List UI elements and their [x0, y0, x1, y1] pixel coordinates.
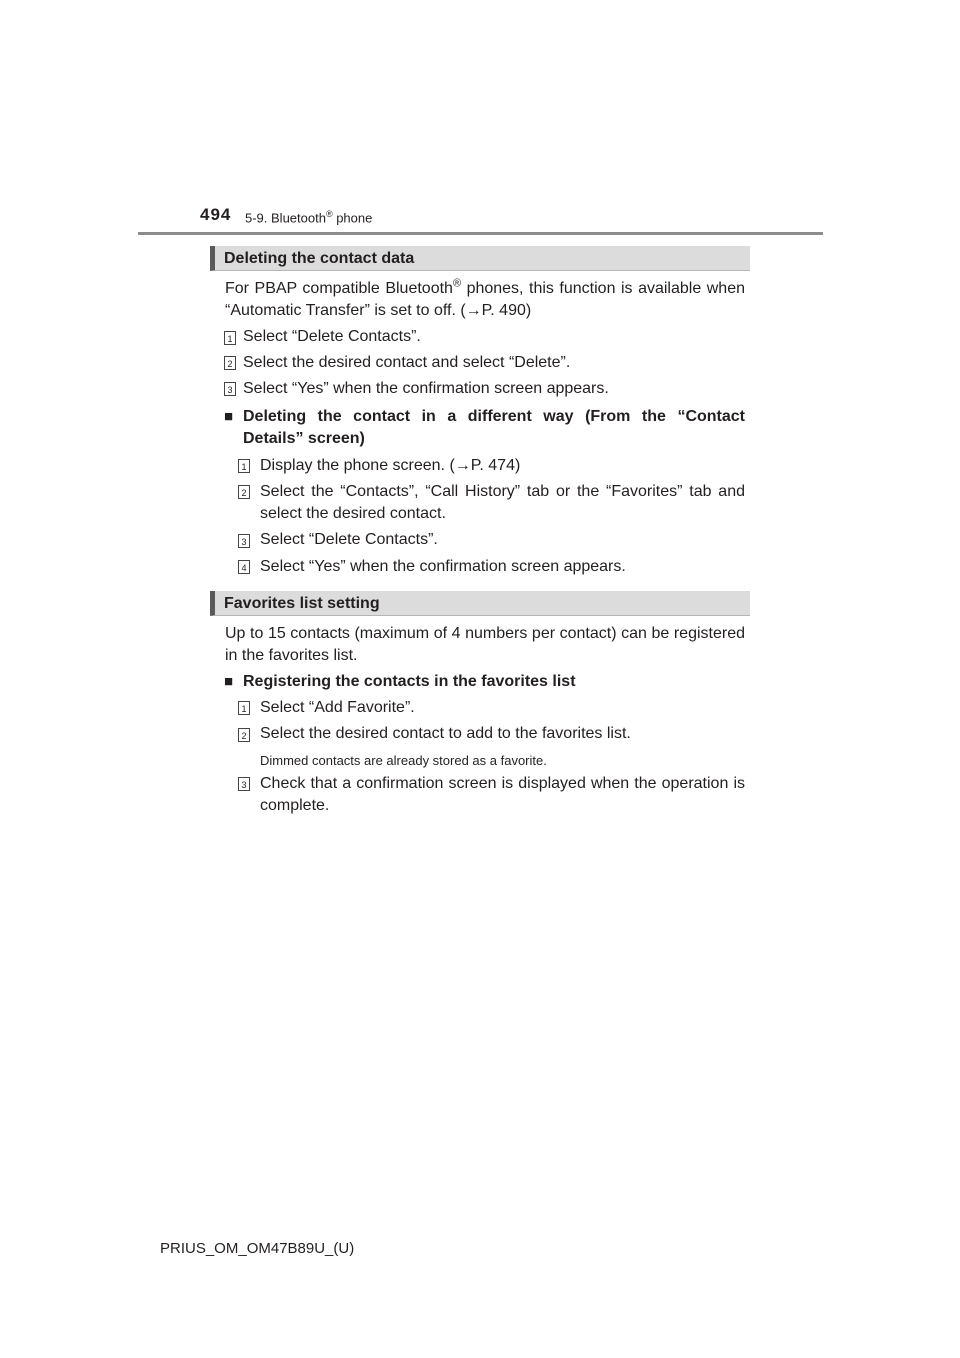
section-heading-favorites [210, 591, 750, 616]
intro-text-c: P. 490) [481, 302, 532, 319]
arrow-icon: → [465, 302, 482, 319]
step-number: 2 [238, 485, 250, 499]
section1-intro [225, 278, 745, 322]
step-text: Select “Yes” when the confirmation screen appears. [260, 558, 626, 575]
step-note: Dimmed contacts are already stored as a favorite. [260, 753, 547, 768]
step-number: 1 [224, 331, 236, 345]
square-bullet-icon: ■ [224, 408, 234, 425]
section-heading-text: Favorites list setting [224, 595, 380, 612]
chapter-title [245, 209, 372, 225]
step-number: 3 [238, 534, 250, 548]
section-heading-text: Deleting the contact data [224, 250, 415, 267]
square-bullet-icon: ■ [224, 673, 234, 690]
document-code: PRIUS_OM_OM47B89U_(U) [160, 1240, 355, 1257]
step-number: 2 [238, 728, 250, 742]
section-heading-deleting-contact [210, 246, 750, 271]
page-number: 494 [200, 205, 232, 224]
step-text: Select “Yes” when the confirmation screen appears. [243, 380, 609, 397]
subsection-heading: Deleting the contact in a different way (From the “Contact Details” screen) [243, 408, 745, 447]
step-text: Check that a confirmation screen is displayed when the operation is complete. [260, 775, 745, 814]
registered-mark: ® [452, 277, 462, 290]
subsection-heading: Registering the contacts in the favorites list [243, 673, 576, 690]
step-number: 2 [224, 356, 236, 370]
step-text: Select “Delete Contacts”. [243, 328, 421, 345]
step-text: Select “Add Favorite”. [260, 699, 415, 716]
step-text: Display the phone screen. (→P. 474) [260, 457, 521, 474]
intro-text-a: For PBAP compatible Bluetooth [225, 280, 453, 297]
step-number: 1 [238, 459, 250, 473]
step-number: 3 [238, 777, 250, 791]
section2-intro: Up to 15 contacts (maximum of 4 numbers per contact) can be registered in the favorites list. [225, 625, 745, 664]
step-text: Select the “Contacts”, “Call History” tab or the “Favorites” tab and select the desired contact. [260, 483, 745, 522]
registered-mark: ® [325, 209, 333, 219]
chapter-prefix: 5-9. Bluetooth [245, 210, 326, 226]
step-text: Select the desired contact to add to the favorites list. [260, 725, 631, 742]
step-number: 1 [238, 701, 250, 715]
header-rule [138, 232, 823, 235]
step-text: Select the desired contact and select “Delete”. [243, 354, 571, 371]
step-number: 3 [224, 382, 236, 396]
intro-text-b: phones, this function is available when “Automatic Transfer” is set to off. ( [225, 280, 745, 319]
step-number: 4 [238, 560, 250, 574]
step-text: Select “Delete Contacts”. [260, 531, 438, 548]
chapter-suffix: phone [332, 210, 373, 226]
